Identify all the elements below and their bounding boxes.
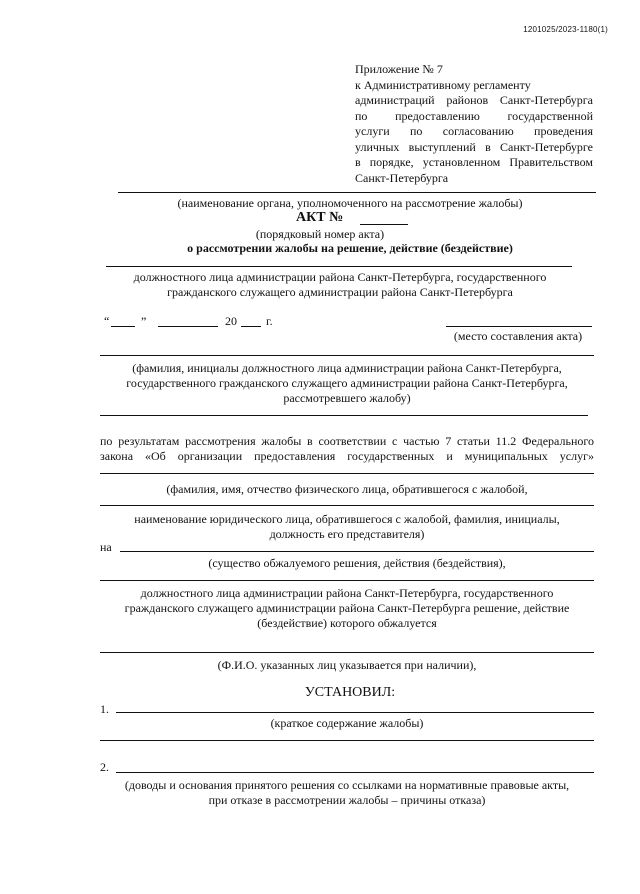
date-year-suffix: г. bbox=[266, 314, 273, 328]
essence-caption: (существо обжалуемого решения, действия (бездействия), bbox=[208, 556, 506, 570]
act-subject: о рассмотрении жалобы на решение, действие (бездействие) bbox=[187, 241, 513, 255]
item1-caption: (краткое содержание жалобы) bbox=[270, 716, 424, 730]
essence-field-2[interactable] bbox=[100, 580, 594, 581]
document-number: 1201025/2023-1180(1) bbox=[523, 25, 608, 34]
official-caption-1: должностного лица администрации района Санкт-Петербурга, государственного bbox=[133, 270, 547, 284]
fio-caption: (Ф.И.О. указанных лиц указывается при наличии), bbox=[217, 658, 477, 672]
result-line-1: по результатам рассмотрения жалобы в соответствии с частью 7 статьи 11.2 Федерального bbox=[100, 434, 594, 448]
result-line-2: закона «Об организации предоставления государственных и муниципальных услуг» bbox=[100, 449, 594, 463]
item2-caption-1: (доводы и основания принятого решения со ссылками на нормативные правовые акты, bbox=[124, 778, 570, 792]
official-caption-2: гражданского служащего администрации района Санкт-Петербурга bbox=[167, 285, 513, 299]
body-name-caption: (наименование органа, уполномоченного на рассмотрение жалобы) bbox=[177, 196, 523, 210]
body-name-field[interactable] bbox=[118, 192, 596, 193]
appendix-line: уличных выступлений в Санкт-Петербурге bbox=[355, 139, 593, 154]
appendix-line: администраций районов Санкт-Петербурга bbox=[355, 93, 593, 107]
date-quote-open: “ bbox=[104, 314, 110, 328]
item1-field[interactable] bbox=[116, 712, 594, 713]
reviewer-caption-1: (фамилия, инициалы должностного лица администрации района Санкт-Петербурга, bbox=[132, 361, 562, 375]
on-label: на bbox=[100, 540, 112, 554]
place-field[interactable] bbox=[446, 326, 592, 327]
legal-field[interactable] bbox=[100, 505, 594, 506]
place-caption: (место составления акта) bbox=[453, 329, 583, 343]
item2-field[interactable] bbox=[116, 772, 594, 773]
date-quote-close: ” bbox=[141, 314, 147, 328]
official-field[interactable] bbox=[106, 266, 572, 267]
established-heading: УСТАНОВИЛ: bbox=[304, 685, 396, 700]
item1-field-2[interactable] bbox=[100, 740, 594, 741]
appendix-line: Приложение № 7 bbox=[355, 62, 443, 76]
appealed-caption-1: должностного лица администрации района Санкт-Петербурга, государственного bbox=[140, 586, 554, 600]
date-day-field[interactable] bbox=[111, 326, 135, 327]
reviewer-caption-3: рассмотревшего жалобу) bbox=[283, 391, 411, 405]
appendix-line: в порядке, установленном Правительством bbox=[355, 155, 593, 169]
appendix-line: услуги по согласованию проведения bbox=[355, 124, 593, 138]
appendix-line: Санкт-Петербурга bbox=[355, 170, 449, 185]
item1-number: 1. bbox=[100, 702, 109, 716]
appendix-line: к Административному регламенту bbox=[355, 77, 531, 92]
reviewer-field-2[interactable] bbox=[100, 415, 588, 416]
appealed-caption-2: гражданского служащего администрации района Санкт-Петербурга решение, действие bbox=[124, 601, 570, 615]
item2-number: 2. bbox=[100, 760, 109, 774]
item2-caption-2: при отказе в рассмотрении жалобы – причины отказа) bbox=[208, 793, 486, 807]
act-number-caption: (порядковый номер акта) bbox=[255, 227, 385, 241]
date-year-prefix: 20 bbox=[225, 314, 237, 328]
act-number-field[interactable] bbox=[360, 224, 408, 225]
fio-field[interactable] bbox=[100, 652, 594, 653]
reviewer-caption-2: государственного гражданского служащего администрации района Санкт-Петербурга, bbox=[126, 376, 568, 390]
date-month-field[interactable] bbox=[158, 326, 218, 327]
appendix-line: по предоставлению государственной bbox=[355, 108, 593, 123]
reviewer-field[interactable] bbox=[100, 355, 594, 356]
appealed-caption-3: (бездействие) которого обжалуется bbox=[257, 616, 437, 630]
person-caption: (фамилия, имя, отчество физического лица, обратившегося с жалобой, bbox=[166, 482, 528, 496]
date-year-field[interactable] bbox=[241, 326, 261, 327]
legal-caption-1: наименование юридического лица, обратившегося с жалобой, фамилия, инициалы, bbox=[134, 512, 560, 526]
appendix-header bbox=[355, 62, 593, 186]
act-title: АКТ № bbox=[296, 210, 344, 225]
essence-field[interactable] bbox=[120, 551, 594, 552]
legal-caption-2: должность его представителя) bbox=[269, 527, 425, 541]
person-field[interactable] bbox=[100, 473, 594, 474]
